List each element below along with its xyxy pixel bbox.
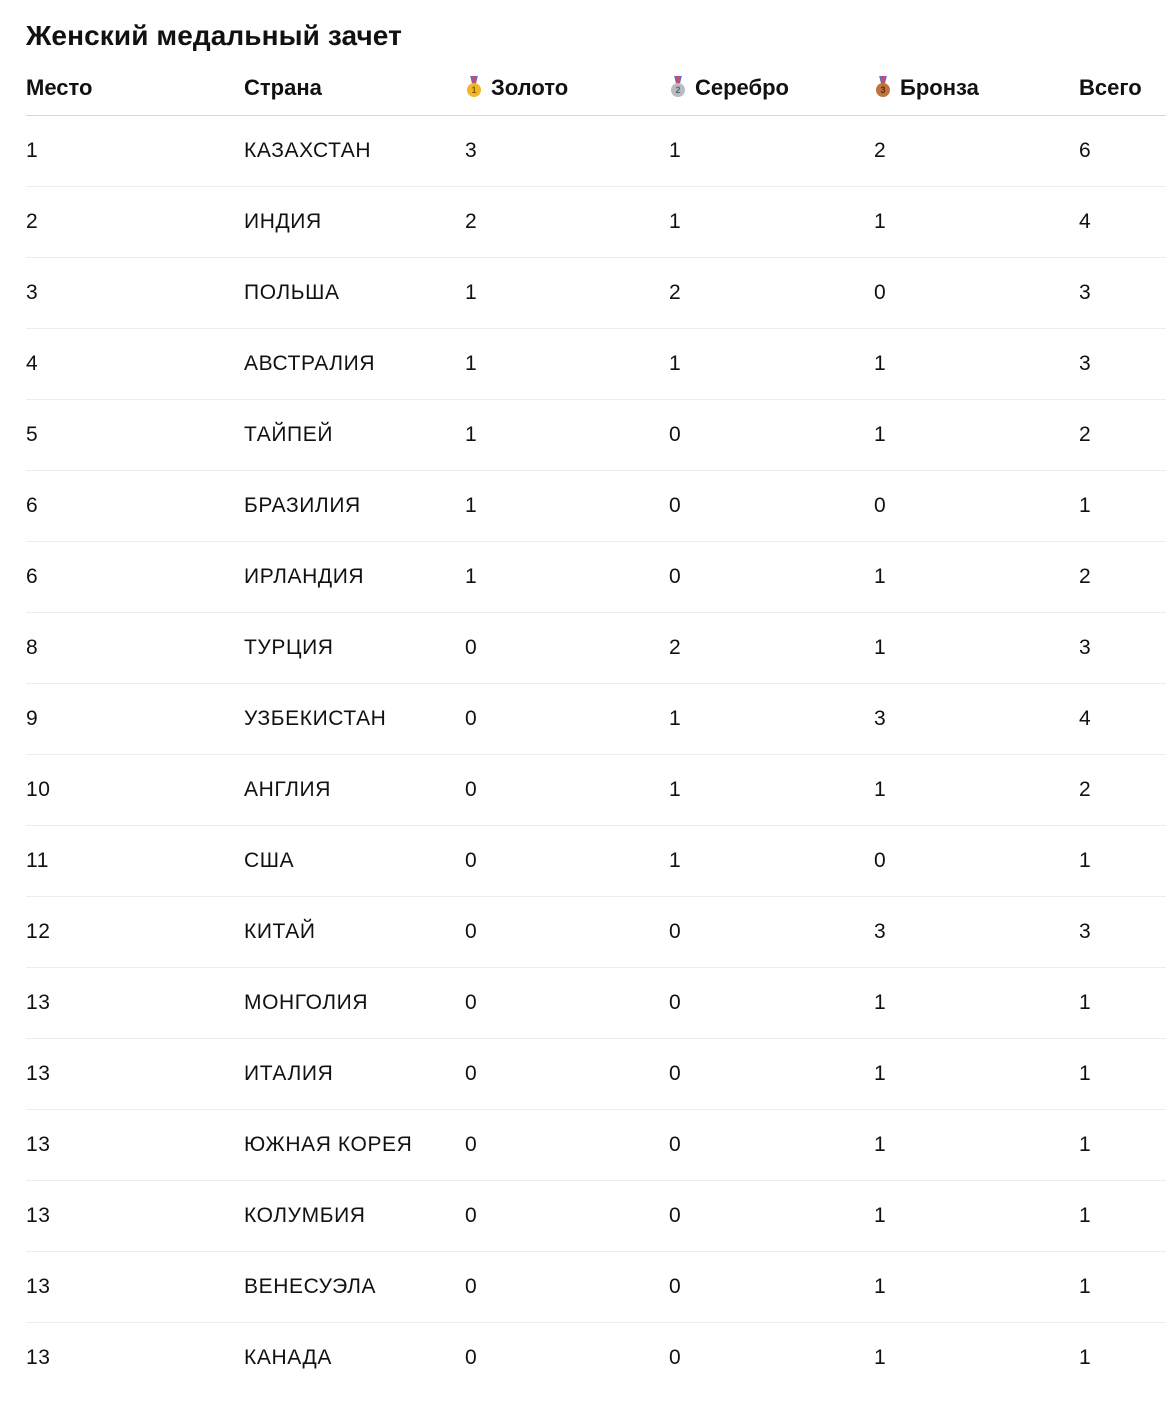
cell-gold: 1 (465, 471, 669, 542)
table-row (26, 471, 1166, 542)
cell-bronze: 1 (874, 1252, 1079, 1323)
table-row (26, 826, 1166, 897)
cell-total: 3 (1079, 613, 1166, 684)
cell-gold: 0 (465, 684, 669, 755)
cell-silver: 1 (669, 826, 874, 897)
cell-silver: 1 (669, 187, 874, 258)
cell-gold: 1 (465, 329, 669, 400)
cell-country: ЮЖНАЯ КОРЕЯ (244, 1110, 465, 1181)
cell-bronze: 1 (874, 1181, 1079, 1252)
cell-gold: 1 (465, 542, 669, 613)
table-row (26, 755, 1166, 826)
table-row (26, 258, 1166, 329)
table-header-row (26, 60, 1166, 116)
cell-gold: 0 (465, 1181, 669, 1252)
cell-total: 4 (1079, 187, 1166, 258)
cell-gold: 0 (465, 1252, 669, 1323)
cell-silver: 1 (669, 755, 874, 826)
cell-gold: 1 (465, 258, 669, 329)
header-country (244, 60, 465, 116)
cell-silver: 0 (669, 1252, 874, 1323)
cell-bronze: 1 (874, 1039, 1079, 1110)
cell-silver: 0 (669, 1039, 874, 1110)
table-row (26, 897, 1166, 968)
header-gold-label: Золото (491, 74, 569, 100)
header-place (26, 60, 244, 116)
table-row (26, 542, 1166, 613)
cell-bronze: 2 (874, 116, 1079, 187)
table-row (26, 400, 1166, 471)
cell-total: 1 (1079, 826, 1166, 897)
cell-silver: 0 (669, 1346, 682, 1369)
table-row (26, 329, 1166, 400)
cell-silver: 0 (669, 400, 874, 471)
cell-total: 2 (1079, 755, 1166, 826)
cell-place: 10 (26, 755, 244, 826)
cell-place: 12 (26, 897, 244, 968)
silver-medal-icon: 2 (669, 76, 687, 98)
cell-gold: 1 (465, 400, 669, 471)
cell-total: 1 (1079, 968, 1166, 1039)
cell-place: 4 (26, 329, 244, 400)
cell-silver: 1 (669, 684, 874, 755)
table-row (26, 187, 1166, 258)
cell-bronze: 1 (874, 329, 1079, 400)
table-row (26, 1181, 1166, 1252)
cell-bronze: 0 (874, 258, 1079, 329)
cell-silver: 2 (669, 613, 874, 684)
header-gold (465, 60, 669, 116)
cell-bronze: 0 (874, 826, 1079, 897)
cell-country: ПОЛЬША (244, 258, 465, 329)
cell-country: УЗБЕКИСТАН (244, 684, 465, 755)
cell-place: 2 (26, 187, 244, 258)
cell-country: КИТАЙ (244, 897, 465, 968)
cell-gold: 0 (465, 1039, 669, 1110)
cell-total: 4 (1079, 684, 1166, 755)
cell-bronze: 1 (874, 755, 1079, 826)
cell-silver: 2 (669, 258, 874, 329)
cell-country: АВСТРАЛИЯ (244, 329, 465, 400)
cell-silver: 1 (669, 116, 874, 187)
cell-country: ИНДИЯ (244, 187, 465, 258)
cell-total: 6 (1079, 116, 1166, 187)
cell-silver: 1 (669, 329, 874, 400)
table-row (26, 1039, 1166, 1110)
page-title: Женский медальный зачет (26, 20, 402, 51)
bronze-medal-icon: 3 (874, 76, 892, 98)
cell-country: КОЛУМБИЯ (244, 1181, 465, 1252)
cell-gold: 0 (465, 897, 669, 968)
cell-place: 6 (26, 542, 244, 613)
medal-table (26, 60, 1166, 1393)
cell-bronze: 1 (874, 400, 1079, 471)
cell-bronze: 1 (874, 968, 1079, 1039)
table-row (26, 1252, 1166, 1323)
cell-place: 9 (26, 684, 244, 755)
cell-place: 13 (26, 1039, 244, 1110)
cell-silver: 0 (669, 1181, 874, 1252)
cell-place: 13 (26, 968, 244, 1039)
cell-bronze: 3 (874, 684, 1079, 755)
cell-country: США (244, 826, 465, 897)
header-country-label: Страна (244, 74, 322, 100)
cell-total: 1 (1079, 471, 1166, 542)
cell-country: ТУРЦИЯ (244, 613, 465, 684)
header-bronze-label: Бронза (900, 74, 979, 100)
cell-country: АНГЛИЯ (244, 755, 465, 826)
cell-bronze: 1 (874, 542, 1079, 613)
gold-medal-icon: 1 (465, 76, 483, 98)
table-row (26, 968, 1166, 1039)
cell-place: 5 (26, 400, 244, 471)
cell-silver: 0 (669, 897, 874, 968)
cell-total: 1 (1079, 1252, 1166, 1323)
cell-total: 1 (1079, 1181, 1166, 1252)
header-total (1079, 60, 1166, 116)
cell-bronze: 1 (874, 1346, 887, 1369)
cell-total: 3 (1079, 329, 1166, 400)
cell-place: 13 (26, 1181, 244, 1252)
cell-place: 3 (26, 258, 244, 329)
header-place-label: Место (26, 74, 93, 100)
cell-gold: 0 (465, 1110, 669, 1181)
cell-bronze: 0 (874, 471, 1079, 542)
cell-total: 1 (1079, 1039, 1166, 1110)
header-bronze (874, 60, 1079, 116)
cell-total: 1 (1079, 1110, 1166, 1181)
cell-country: ИРЛАНДИЯ (244, 542, 465, 613)
cell-total: 2 (1079, 542, 1166, 613)
cell-gold: 2 (465, 187, 669, 258)
cell-country: ВЕНЕСУЭЛА (244, 1252, 465, 1323)
cell-place: 13 (26, 1110, 244, 1181)
table-row (26, 1323, 1166, 1394)
medal-standings (26, 0, 1166, 1393)
table-row (26, 613, 1166, 684)
cell-total: 3 (1079, 258, 1166, 329)
cell-silver: 0 (669, 1110, 874, 1181)
cell-place: 6 (26, 471, 244, 542)
cell-country: КАНАДА (244, 1346, 332, 1369)
cell-place: 1 (26, 116, 244, 187)
cell-country: БРАЗИЛИЯ (244, 471, 465, 542)
cell-place: 13 (26, 1346, 51, 1369)
cell-country: КАЗАХСТАН (244, 116, 465, 187)
cell-silver: 0 (669, 471, 874, 542)
cell-country: МОНГОЛИЯ (244, 968, 465, 1039)
cell-country: ТАЙПЕЙ (244, 400, 465, 471)
cell-place: 13 (26, 1252, 244, 1323)
cell-total: 1 (1079, 1346, 1092, 1369)
cell-bronze: 3 (874, 897, 1079, 968)
cell-bronze: 1 (874, 187, 1079, 258)
header-silver (669, 60, 874, 116)
header-silver-label: Серебро (695, 74, 789, 100)
table-row (26, 116, 1166, 187)
cell-bronze: 1 (874, 613, 1079, 684)
cell-gold: 0 (465, 613, 669, 684)
cell-bronze: 1 (874, 1110, 1079, 1181)
table-body (26, 116, 1166, 1394)
cell-place: 11 (26, 826, 244, 897)
table-row (26, 684, 1166, 755)
cell-silver: 0 (669, 968, 874, 1039)
cell-place: 8 (26, 613, 244, 684)
cell-gold: 3 (465, 116, 669, 187)
cell-gold: 0 (465, 968, 669, 1039)
cell-country: ИТАЛИЯ (244, 1039, 465, 1110)
cell-silver: 0 (669, 542, 874, 613)
cell-gold: 0 (465, 755, 669, 826)
cell-gold: 0 (465, 826, 669, 897)
header-total-label: Всего (1079, 74, 1142, 100)
table-row (26, 1110, 1166, 1181)
cell-total: 2 (1079, 400, 1166, 471)
cell-gold: 0 (465, 1346, 478, 1369)
cell-total: 3 (1079, 897, 1166, 968)
